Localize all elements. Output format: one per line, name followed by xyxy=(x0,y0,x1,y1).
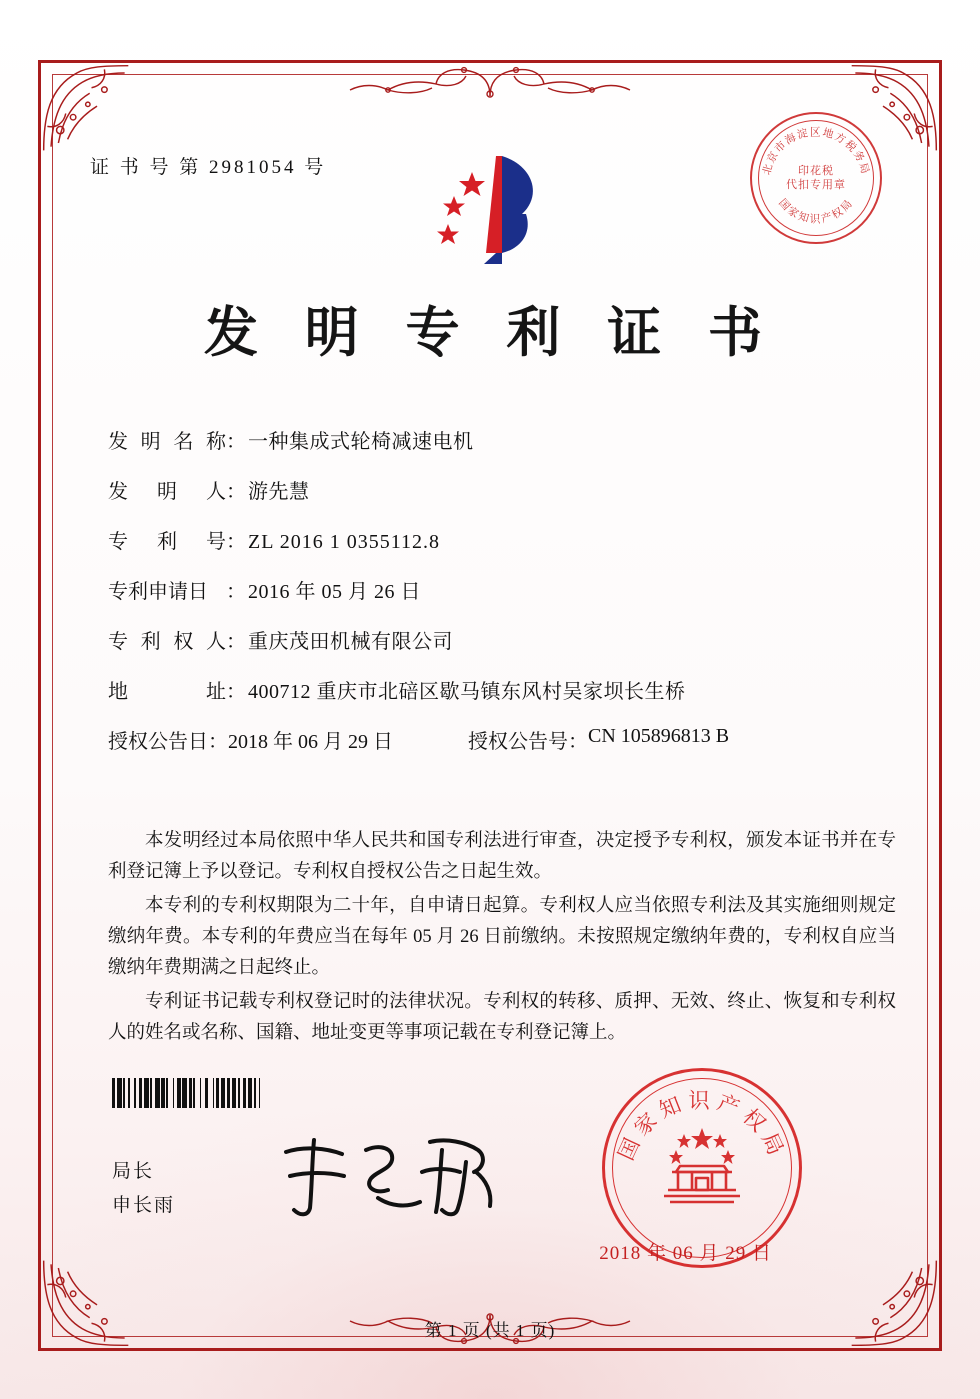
field-colon: ： xyxy=(226,531,246,553)
barcode-bar xyxy=(259,1078,261,1108)
grant-number-group xyxy=(468,725,729,754)
field-colon: ： xyxy=(226,581,246,603)
field-colon: ： xyxy=(226,431,246,453)
tax-stamp-line1: 印花税 xyxy=(798,165,834,177)
field-row-application-date xyxy=(108,575,898,604)
barcode xyxy=(112,1078,382,1108)
grant-date-value: 2018 年 06 月 29 日 xyxy=(228,731,393,753)
page-title: 发 明 专 利 证 书 xyxy=(204,300,776,364)
field-row-patent-number xyxy=(108,525,898,554)
field-value-inventor: 游先慧 xyxy=(248,481,310,503)
field-colon: ： xyxy=(226,681,246,703)
paragraph-3: 专利证书记载专利权登记时的法律状况。专利权的转移、质押、无效、终止、恢复和专利权人的姓名或名称、国籍、地址变更等事项记载在专利登记簿上。 xyxy=(108,992,896,1043)
field-list xyxy=(108,425,898,762)
tax-stamp-line2: 代扣专用章 xyxy=(786,179,846,191)
svg-text:国家知识产权局: 国家知识产权局 xyxy=(776,196,856,226)
national-emblem-icon xyxy=(654,1122,750,1214)
field-row-invention-name xyxy=(108,425,898,454)
field-label: 地 址 xyxy=(108,681,226,703)
grant-number-label: 授权公告号 xyxy=(468,731,568,753)
grant-date-group xyxy=(108,725,448,754)
certificate-number: 证 书 号 第 2981054 号 xyxy=(90,157,327,178)
field-value-application-date: 2016 年 05 月 26 日 xyxy=(248,581,421,603)
cnipa-logo-icon xyxy=(410,148,570,278)
field-row-inventor xyxy=(108,475,898,504)
field-label: 专 利 权 人 xyxy=(108,631,226,653)
field-label: 专利申请日 xyxy=(108,581,208,603)
grant-date-label: 授权公告日 xyxy=(108,731,208,753)
tax-stamp-center-text xyxy=(752,164,880,192)
field-colon: ： xyxy=(226,481,246,503)
grant-date-colon: ： xyxy=(208,731,228,753)
field-colon: ： xyxy=(226,631,246,653)
top-center-ornament-icon xyxy=(340,58,640,100)
seal-date: 2018 年 06 月 29 日 xyxy=(599,1243,772,1264)
grant-number-value: CN 105896813 B xyxy=(588,725,730,747)
legal-text-block xyxy=(108,826,896,1052)
field-value-address: 400712 重庆市北碚区歇马镇东风村吴家坝长生桥 xyxy=(248,681,686,703)
field-value-patent-number: ZL 2016 1 0355112.8 xyxy=(248,531,440,553)
page-footer: 第 1 页 (共 1 页) xyxy=(424,1321,556,1340)
field-label: 发 明 名 称 xyxy=(108,431,226,453)
field-value-patentee: 重庆茂田机械有限公司 xyxy=(248,631,453,653)
field-row-patentee xyxy=(108,625,898,654)
field-row-grant-info xyxy=(108,725,898,754)
field-row-address xyxy=(108,675,898,704)
svg-text:国家知识产权局: 国家知识产权局 xyxy=(613,1088,791,1165)
signature-label-block xyxy=(112,1155,175,1223)
handwritten-signature-icon xyxy=(270,1128,510,1223)
field-label: 专 利 号 xyxy=(108,531,226,553)
svg-text:北京市海淀区地方税务局: 北京市海淀区地方税务局 xyxy=(759,125,873,177)
field-label: 发 明 人 xyxy=(108,481,226,503)
grant-number-colon: ： xyxy=(568,731,588,753)
director-role-label: 局长 xyxy=(112,1161,155,1182)
paragraph-2: 本专利的专利权期限为二十年，自申请日起算。专利权人应当依照专利法及其实施细则规定缴纳年费。本专利的年费应当在每年 05 月 26 日前缴纳。未按照规定缴纳年费的，专利权自应当缴纳年费期满之日起终止。 xyxy=(108,896,896,978)
director-name: 申长雨 xyxy=(112,1195,176,1216)
field-value-invention-name: 一种集成式轮椅减速电机 xyxy=(248,431,474,453)
paragraph-1: 本发明经过本局依照中华人民共和国专利法进行审查，决定授予专利权，颁发本证书并在专利登记簿上予以登记。专利权自授权公告之日起生效。 xyxy=(108,831,896,882)
tax-office-stamp xyxy=(750,112,882,244)
